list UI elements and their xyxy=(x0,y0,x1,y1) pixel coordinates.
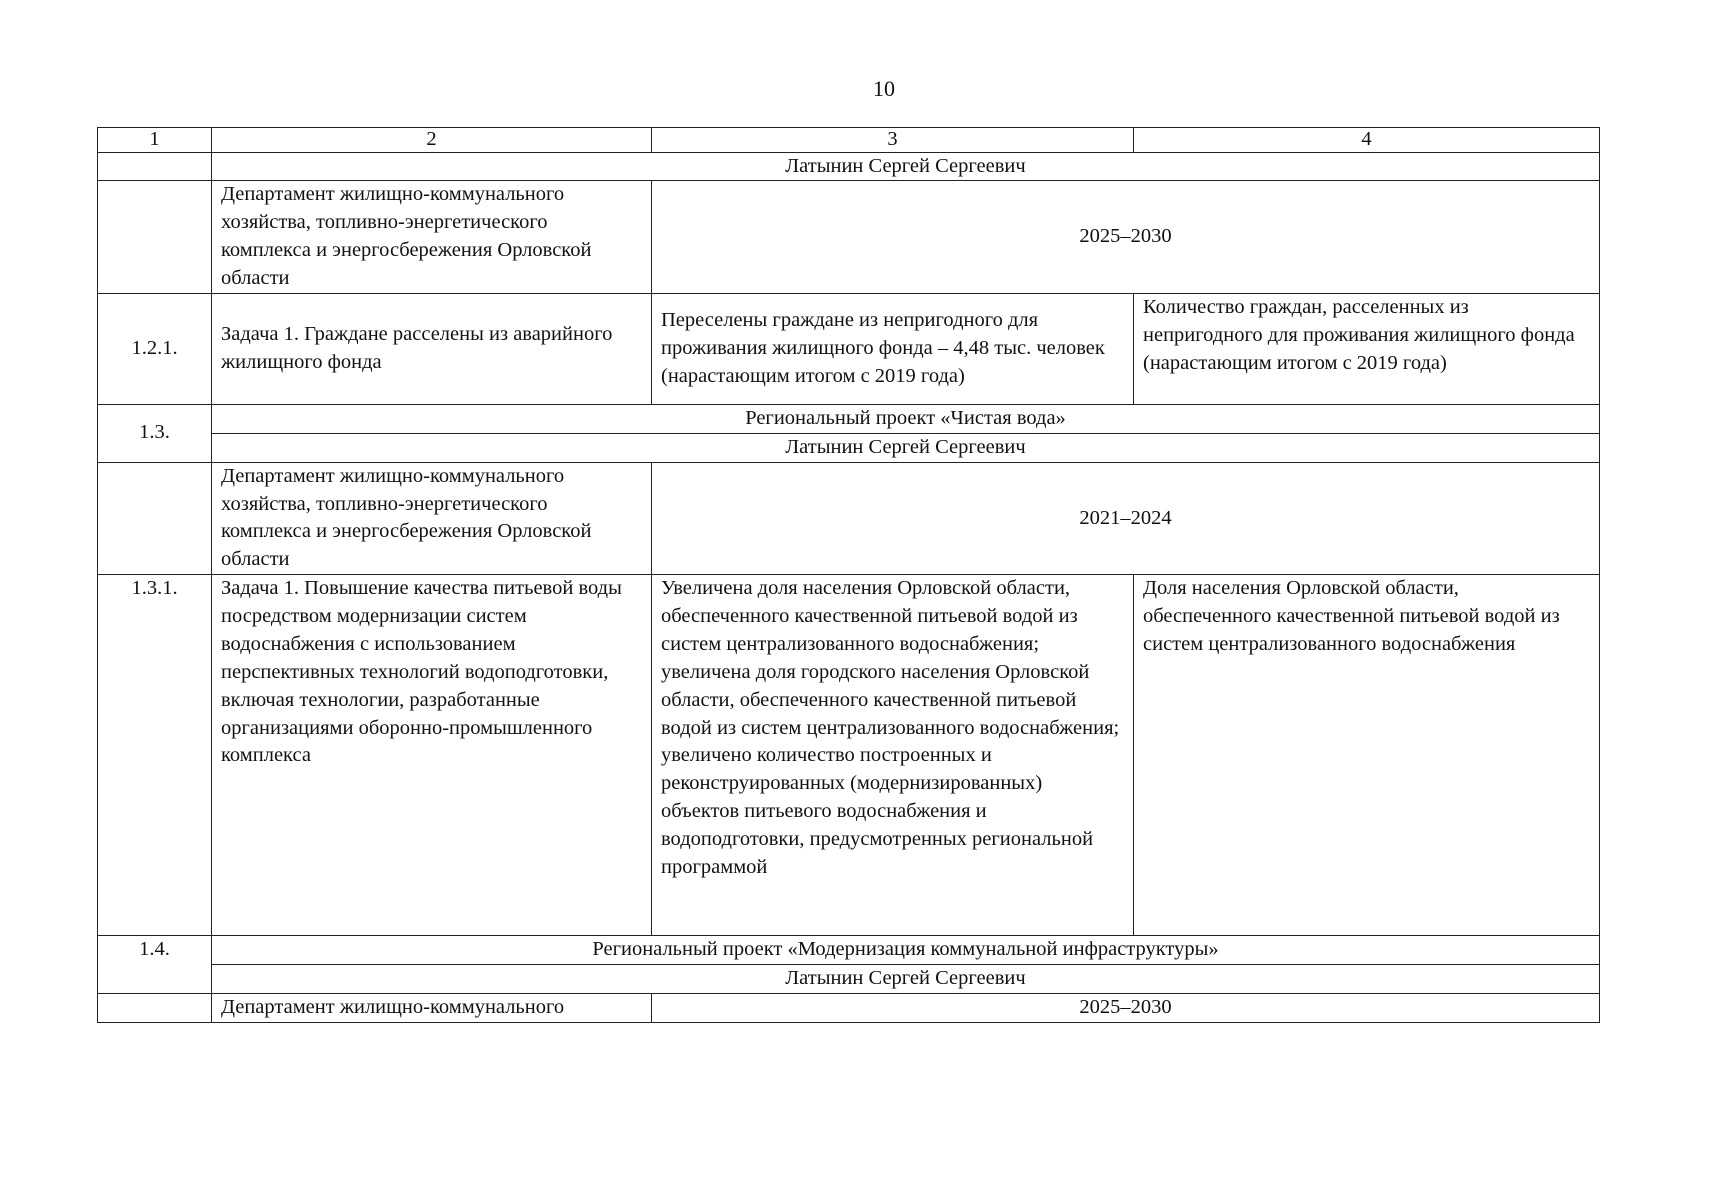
period-cell: 2021–2024 xyxy=(652,462,1600,575)
table-row xyxy=(98,152,1600,181)
number-cell xyxy=(98,152,212,181)
table-row xyxy=(98,462,1600,575)
column-header-2: 2 xyxy=(212,128,652,153)
table-row xyxy=(98,404,1600,433)
number-cell xyxy=(98,993,212,1022)
task-cell: Задача 1. Граждане расселены из аварийного жилищного фонда xyxy=(212,293,652,404)
department-cell: Департамент жилищно-коммунального xyxy=(212,993,652,1022)
table-row xyxy=(98,575,1600,936)
number-cell: 1.3. xyxy=(98,404,212,462)
column-header-4: 4 xyxy=(1134,128,1600,153)
page-number: 10 xyxy=(873,76,895,101)
result-cell: Увеличена доля населения Орловской области, обеспеченного качественной питьевой водой из систем централизованного водоснабжения; увеличена доля городского населения Орловской области, обеспеченного качественной питьевой водой из систем централизованного водоснабжения; увеличено количество построенных и реконструированных (модернизированных) объектов питьевого водоснабжения и водоподготовки, предусмотренных региональной программой xyxy=(652,575,1134,936)
result-cell: Переселены граждане из непригодного для проживания жилищного фонда – 4,48 тыс. человек (нарастающим итогом с 2019 года) xyxy=(652,293,1134,404)
column-header-3: 3 xyxy=(652,128,1134,153)
task-cell: Задача 1. Повышение качества питьевой воды посредством модернизации систем водоснабжения с использованием перспективных технологий водоподготовки, включая технологии, разработанные организациями оборонно-промышленного комплекса xyxy=(212,575,652,936)
responsible-person-cell: Латынин Сергей Сергеевич xyxy=(212,152,1600,181)
number-cell: 1.3.1. xyxy=(98,575,212,936)
indicator-cell: Количество граждан, расселенных из непригодного для проживания жилищного фонда (нарастающим итогом с 2019 года) xyxy=(1134,293,1600,404)
responsible-person-cell: Латынин Сергей Сергеевич xyxy=(212,433,1600,462)
number-cell: 1.2.1. xyxy=(98,293,212,404)
table-row xyxy=(98,181,1600,294)
table-row xyxy=(98,433,1600,462)
indicator-cell: Доля населения Орловской области, обеспеченного качественной питьевой водой из систем централизованного водоснабжения xyxy=(1134,575,1600,936)
table-row xyxy=(98,965,1600,994)
table-row xyxy=(98,936,1600,965)
document-table xyxy=(97,127,1600,1023)
project-title-cell: Региональный проект «Чистая вода» xyxy=(212,404,1600,433)
number-cell: 1.4. xyxy=(98,936,212,994)
responsible-person-cell: Латынин Сергей Сергеевич xyxy=(212,965,1600,994)
header-row xyxy=(98,128,1600,153)
column-header-1: 1 xyxy=(98,128,212,153)
period-cell: 2025–2030 xyxy=(652,993,1600,1022)
department-cell: Департамент жилищно-коммунального хозяйства, топливно-энергетического комплекса и энергосбережения Орловской области xyxy=(212,181,652,294)
number-cell xyxy=(98,462,212,575)
department-cell: Департамент жилищно-коммунального хозяйства, топливно-энергетического комплекса и энергосбережения Орловской области xyxy=(212,462,652,575)
table-row xyxy=(98,293,1600,404)
table-row xyxy=(98,993,1600,1022)
project-title-cell: Региональный проект «Модернизация коммунальной инфраструктуры» xyxy=(212,936,1600,965)
number-cell xyxy=(98,181,212,294)
period-cell: 2025–2030 xyxy=(652,181,1600,294)
